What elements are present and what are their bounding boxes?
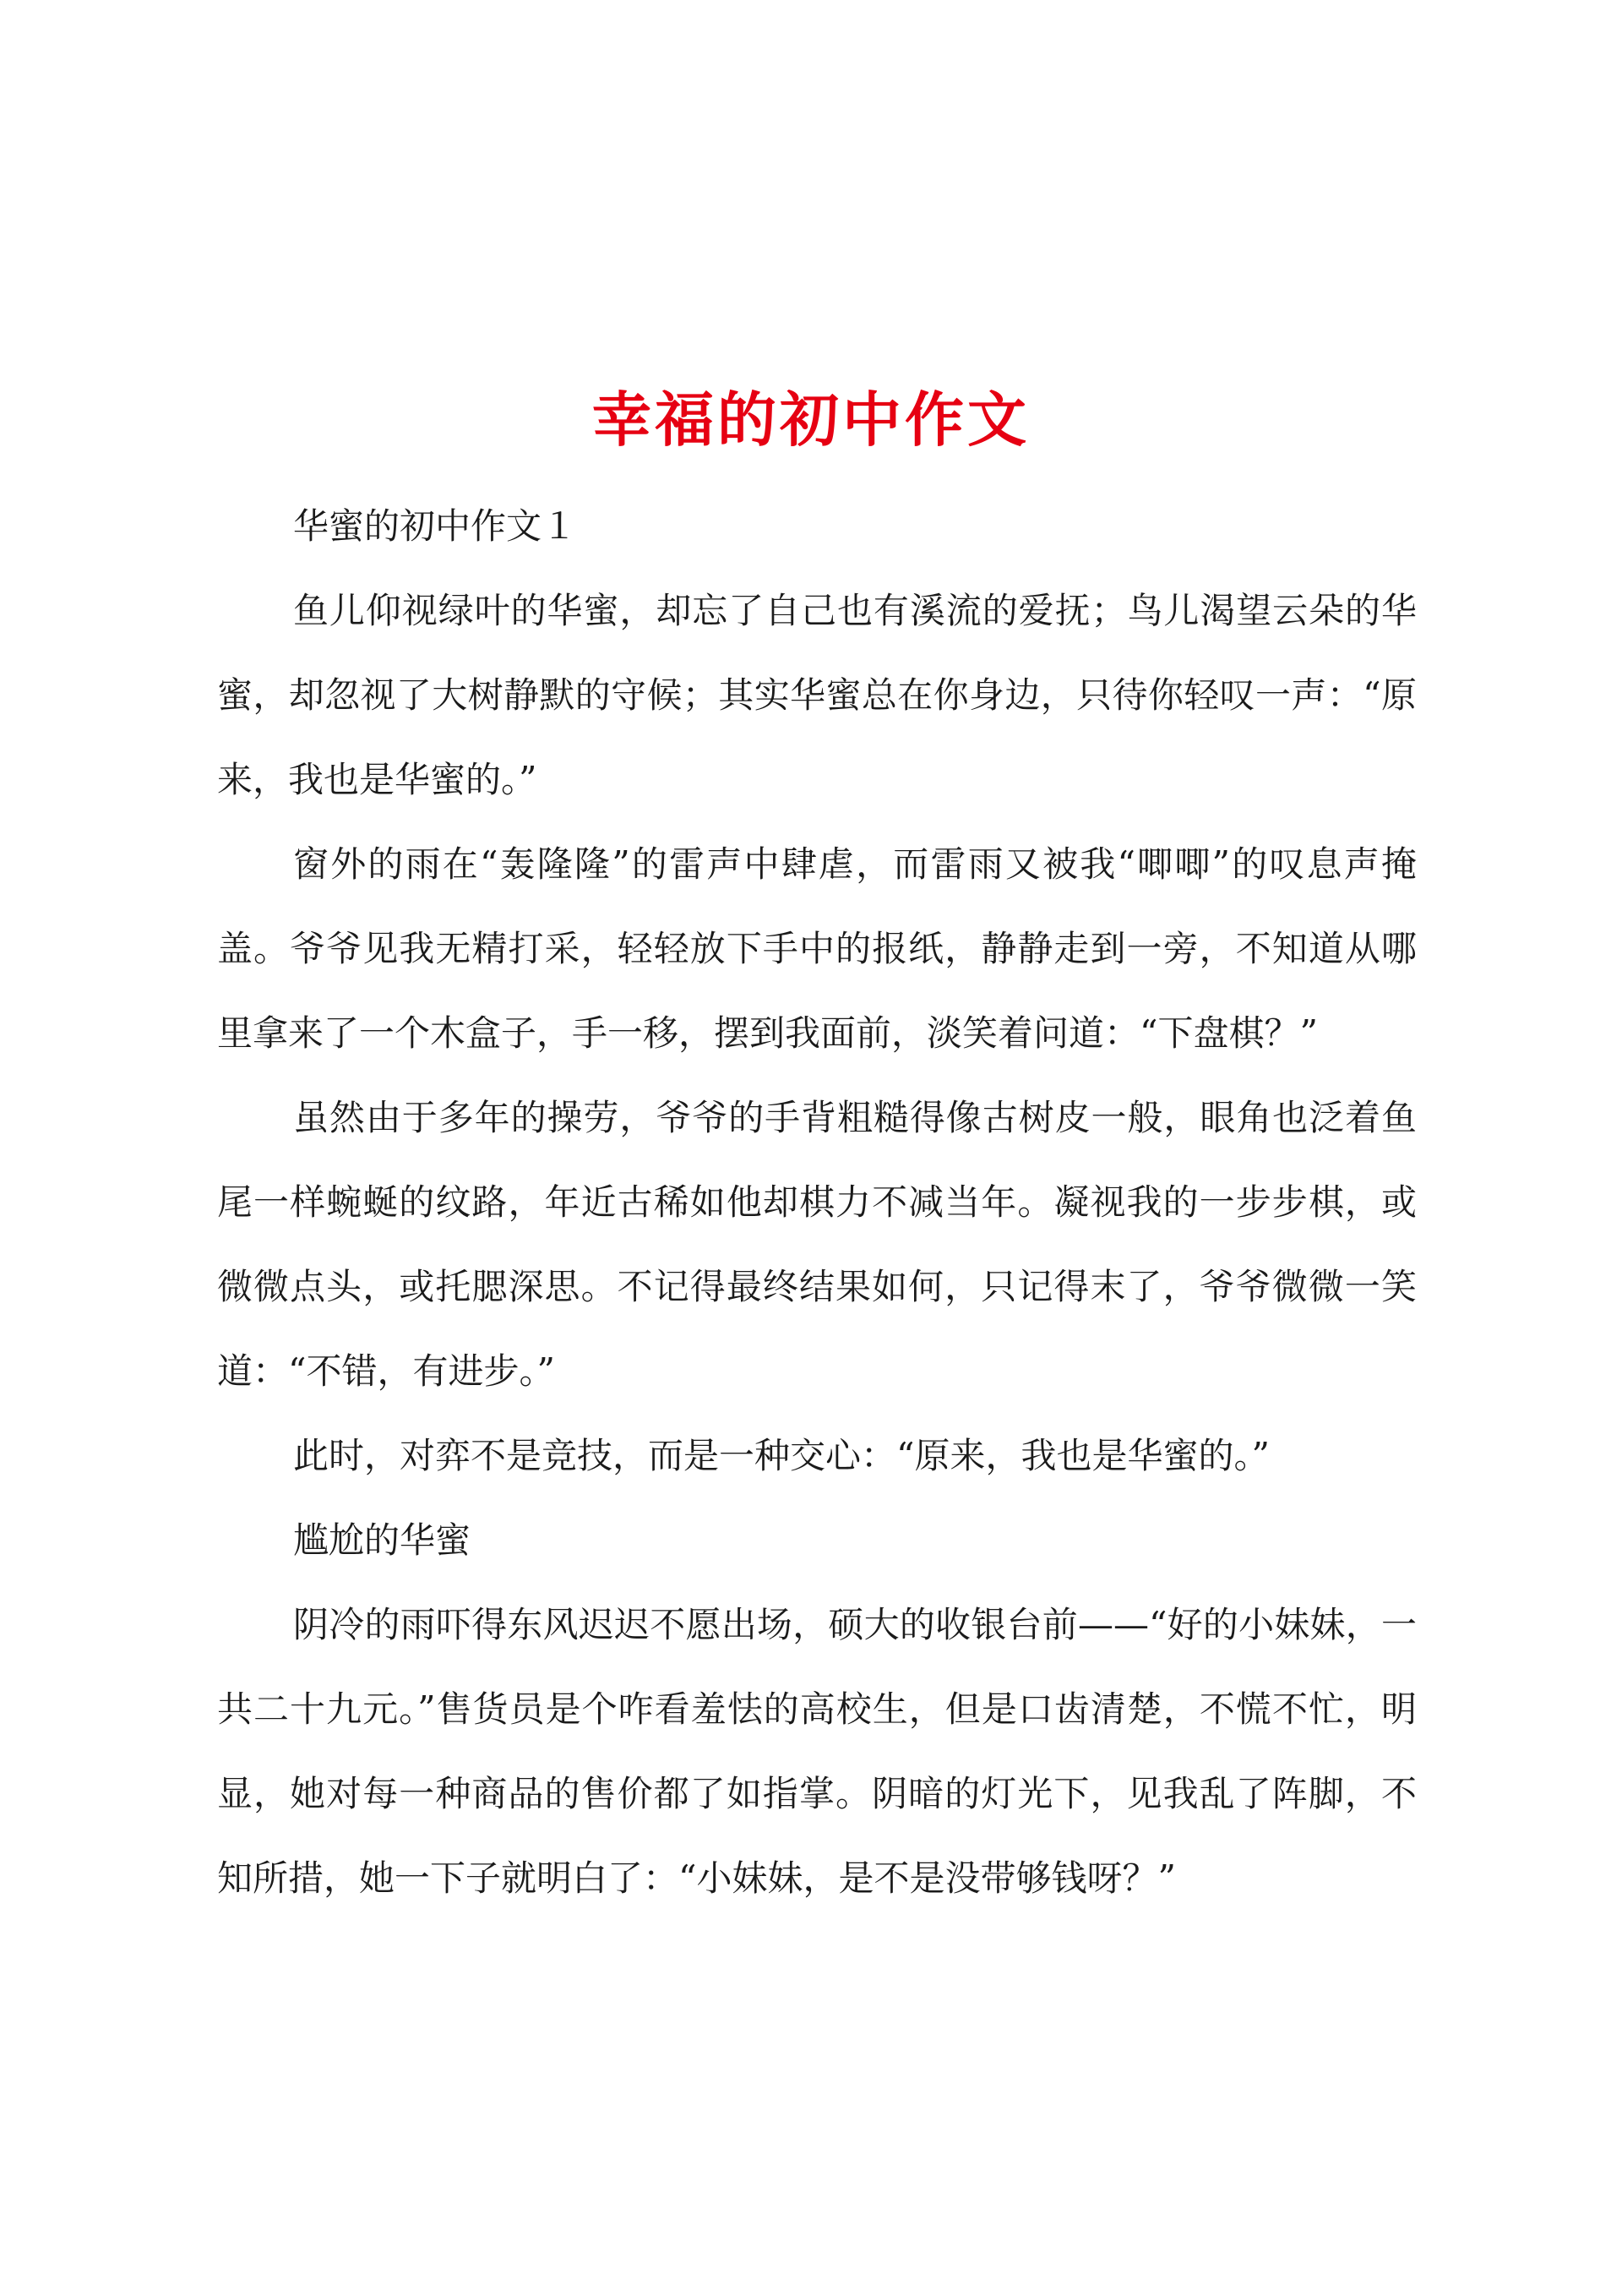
document-title: 幸福的初中作文 <box>592 384 1030 455</box>
paragraph: 鱼儿仰视绿叶的华蜜，却忘了自己也有溪流的爱抚；鸟儿渴望云朵的华蜜，却忽视了大树静默的守候；其实华蜜总在你身边，只待你轻叹一声：“原来，我也是华蜜的。” <box>217 590 1417 800</box>
paragraph: 阴冷的雨吓得东风迟迟不愿出场，硕大的收银台前——“好的小妹妹，一共二十九元。”售货员是个咋看羞怯的高校生，但是口齿清楚，不慌不忙，明显，她对每一种商品的售价都了如指掌。阴暗的灯光下，见我乱了阵脚，不知所措，她一下子就明白了：“小妹妹，是不是没带够钱呀？” <box>217 1604 1417 1899</box>
section-heading: 尴尬的华蜜 <box>293 1519 471 1561</box>
section-heading: 华蜜的初中作文１ <box>293 505 578 547</box>
document-body <box>217 484 1417 1921</box>
paragraph: 窗外的雨在“轰隆隆”的雷声中肆虐，而雷雨又被我“唧唧”的叹息声掩盖。爷爷见我无精打采，轻轻放下手中的报纸，静静走到一旁，不知道从哪里拿来了一个木盒子，手一移，摆到我面前，淡笑着问道：“下盘棋？” <box>217 843 1417 1054</box>
paragraph: 虽然由于多年的操劳，爷爷的手背粗糙得像古树皮一般，眼角也泛着鱼尾一样蜿蜒的纹路，年近古稀如他却棋力不减当年。凝视我的一步步棋，或微微点头，或托腮深思。不记得最终结果如何，只记得末了，爷爷微微一笑道：“不错，有进步。” <box>217 1097 1417 1392</box>
paragraph: 此时，对弈不是竞技，而是一种交心：“原来，我也是华蜜的。” <box>293 1435 1270 1476</box>
